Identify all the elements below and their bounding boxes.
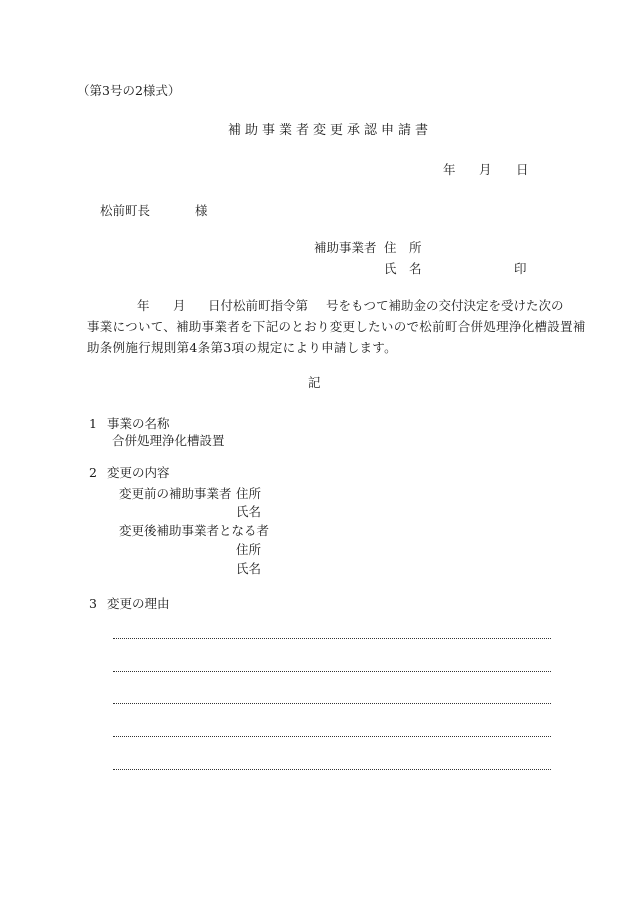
date-month-label: 月 bbox=[479, 162, 492, 177]
item-3-number: 3 bbox=[89, 596, 97, 611]
item-3-heading: 変更の理由 bbox=[107, 596, 170, 611]
reason-dotted-line bbox=[113, 703, 551, 704]
date-day-label: 日 bbox=[516, 162, 529, 177]
form-number: （第3号の2様式） bbox=[77, 83, 181, 98]
body-line1-mid: 日付松前町指令第 bbox=[208, 298, 309, 313]
reason-dotted-line bbox=[113, 638, 551, 639]
after-address-label: 住所 bbox=[236, 542, 262, 557]
reason-dotted-line bbox=[113, 736, 551, 737]
before-address-label: 住所 bbox=[236, 486, 262, 501]
date-year-label: 年 bbox=[443, 162, 456, 177]
after-holder-label: 変更後補助事業者となる者 bbox=[119, 523, 270, 538]
document-title: 補助事業者変更承認申請書 bbox=[228, 123, 433, 138]
body-line3: 助条例施行規則第4条第3項の規定により申請します。 bbox=[87, 340, 397, 355]
applicant-address-label: 住 所 bbox=[384, 240, 422, 255]
body-line2: 事業について、補助事業者を下記のとおり変更したいので松前町合併処理浄化槽設置補 bbox=[87, 319, 586, 334]
seal-mark: 印 bbox=[514, 261, 527, 276]
addressee-name: 松前町長 bbox=[100, 203, 151, 218]
body-year-label: 年 bbox=[137, 298, 150, 313]
after-name-label: 氏名 bbox=[236, 561, 262, 576]
ki-heading: 記 bbox=[308, 375, 321, 390]
before-name-label: 氏名 bbox=[236, 504, 262, 519]
item-2-number: 2 bbox=[89, 465, 97, 480]
addressee-honorific: 様 bbox=[195, 203, 208, 218]
item-1-heading: 事業の名称 bbox=[107, 416, 170, 431]
applicant-name-label: 氏 名 bbox=[384, 261, 422, 276]
applicant-role-label: 補助事業者 bbox=[314, 240, 377, 255]
body-line1-tail: 号をもつて補助金の交付決定を受けた次の bbox=[326, 298, 564, 313]
item-2-heading: 変更の内容 bbox=[107, 465, 170, 480]
item-1-number: 1 bbox=[89, 416, 97, 431]
reason-dotted-line bbox=[113, 769, 551, 770]
reason-dotted-line bbox=[113, 671, 551, 672]
body-month-label: 月 bbox=[173, 298, 186, 313]
before-holder-label: 変更前の補助事業者 bbox=[119, 486, 232, 501]
item-1-value: 合併処理浄化槽設置 bbox=[112, 433, 225, 448]
